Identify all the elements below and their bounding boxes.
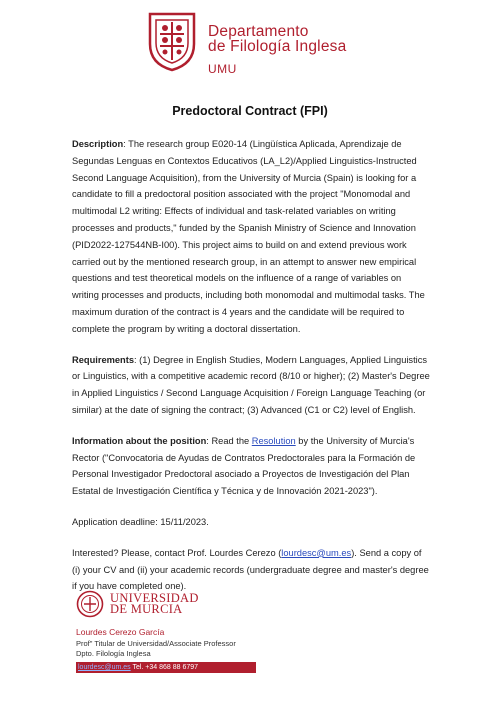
contact-email-link[interactable]: lourdesc@um.es bbox=[281, 547, 352, 558]
email-signature bbox=[76, 590, 256, 673]
department-name bbox=[208, 24, 346, 76]
signature-phone: Tel. +34 868 88 6797 bbox=[132, 664, 199, 671]
contact-text-after: ). Send a copy of (i) your CV and (ii) your academic records (undergraduate degree and master's degree if you have completed one). bbox=[72, 547, 429, 592]
university-line-2: DE MURCIA bbox=[110, 602, 183, 616]
university-seal-icon bbox=[76, 590, 104, 618]
position-text-after: by the University of Murcia's Rector ("Convocatoria de Ayudas de Contratos Predoctorales para la Formación de Personal Investigador Predoctoral asociado a Proyectos de Investigación del Plan Estatal de Investigación Científica y Técnica y de Innovación 2021-2023"). bbox=[72, 435, 416, 497]
signature-contact-bar bbox=[76, 662, 256, 673]
requirements-label: Requirements bbox=[72, 354, 134, 365]
signature-email-link[interactable]: lourdesc@um.es bbox=[78, 664, 131, 671]
position-label: Information about the position bbox=[72, 435, 207, 446]
signature-dept: Dpto. Filología Inglesa bbox=[76, 649, 151, 658]
dept-line-1: Departamento bbox=[208, 23, 309, 40]
department-crest-logo bbox=[146, 10, 198, 72]
position-paragraph bbox=[72, 433, 430, 500]
contact-text-before: Interested? Please, contact Prof. Lourdes Cerezo ( bbox=[72, 547, 282, 558]
description-text: : The research group E020-14 (Lingüística Aplicada, Aprendizaje de Segundas Lenguas en Contextos Educativos (LA_L2)/Applied Linguistics-Instructed Second Language Acquisition), from the University of Murcia (Spain) is looking for a candidate to fill a predoctoral position associated with the project "Monomodal and multimodal L2 writing: Effects of individual and task-related variables on writing processes and products," funded by the Spanish Ministry of Science and Innovation (PID2022-127544NB-I00). This project aims to build on and extend previous work carried out by the mentioned research group, in an attempt to answer new empirical questions and test theoretical models on the influence of a range of variables on writing processes and products, including both monomodal and multimodal tasks. The maximum duration of the contract is 4 years and the candidate will be required to complete the program by writing a doctoral dissertation. bbox=[72, 139, 425, 334]
deadline-paragraph: Application deadline: 15/11/2023. bbox=[72, 516, 209, 527]
requirements-paragraph bbox=[72, 352, 430, 419]
umu-label: UMU bbox=[208, 62, 237, 76]
university-name bbox=[110, 593, 199, 615]
signature-role: Prof" Titular de Universidad/Associate Professor bbox=[76, 639, 236, 648]
description-label: Description bbox=[72, 139, 124, 149]
contact-paragraph bbox=[72, 545, 430, 595]
document-body bbox=[72, 136, 430, 609]
dept-line-2: de Filología Inglesa bbox=[208, 38, 347, 55]
resolution-link[interactable]: Resolution bbox=[251, 435, 296, 446]
requirements-text: : (1) Degree in English Studies, Modern Languages, Applied Linguistics or Linguistics, with a competitive academic record (8/10 or higher); (2) Master's Degree in Applied Linguistics / Second Language Acquisition / Foreign Language Teaching (or similar) at the date of signing the contract; (3) Advanced (C1 or C2) level of English. bbox=[72, 354, 430, 415]
header bbox=[146, 10, 346, 76]
signature-name: Lourdes Cerezo García bbox=[76, 627, 165, 637]
description-paragraph bbox=[72, 136, 430, 338]
position-text-before: : Read the bbox=[206, 435, 252, 446]
page-title: Predoctoral Contract (FPI) bbox=[172, 104, 328, 118]
university-logo bbox=[76, 590, 256, 618]
university-line-1: UNIVERSIDAD bbox=[110, 591, 199, 605]
